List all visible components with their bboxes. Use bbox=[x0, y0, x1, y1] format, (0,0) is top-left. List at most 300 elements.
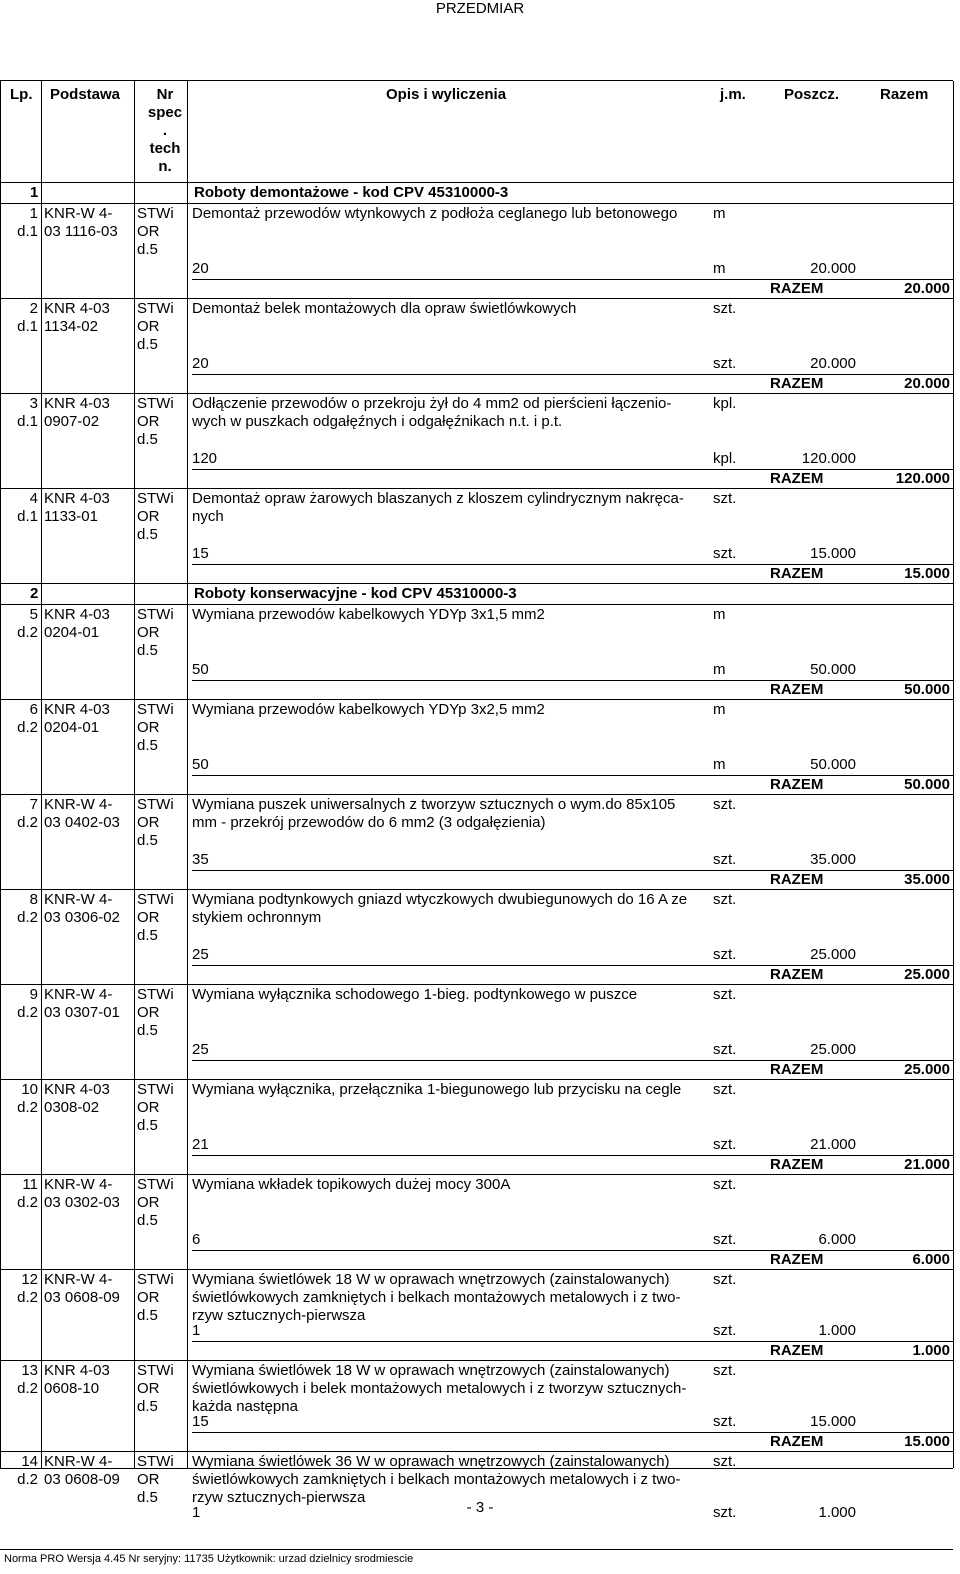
item-spec-line: d.5 bbox=[137, 336, 158, 353]
item-unit: m bbox=[713, 701, 726, 718]
item-spec-line: d.5 bbox=[137, 1212, 158, 1229]
razem-divider bbox=[192, 279, 953, 280]
header-nr-line: n. bbox=[158, 158, 172, 175]
item-lp-sub: d.2 bbox=[17, 1471, 38, 1488]
razem-total: 50.000 bbox=[904, 776, 950, 793]
item-base-line: 03 0402-03 bbox=[44, 814, 120, 831]
item-spec-line: STWi bbox=[137, 701, 174, 718]
calc-value: 15.000 bbox=[810, 1413, 856, 1430]
item-base-line: 0308-02 bbox=[44, 1099, 100, 1116]
razem-label: RAZEM bbox=[770, 375, 824, 392]
item-lp bbox=[4, 891, 38, 927]
section-number: 1 bbox=[30, 184, 39, 201]
item-description-line: Wymiana wyłącznika schodowego 1-bieg. podtynkowego w puszce bbox=[192, 986, 638, 1003]
item-base-line: KNR 4-03 bbox=[44, 490, 110, 507]
item-lp-sub: d.2 bbox=[17, 624, 38, 641]
table-row bbox=[0, 204, 953, 298]
razem-total: 20.000 bbox=[904, 375, 950, 392]
col-border-right bbox=[953, 81, 954, 1468]
razem-label: RAZEM bbox=[770, 565, 824, 582]
item-base-line: 1134-02 bbox=[44, 318, 98, 335]
item-description-line: każda następna bbox=[192, 1398, 298, 1415]
section-row bbox=[0, 183, 953, 203]
item-spec-line: STWi bbox=[137, 490, 174, 507]
item-lp-number: 3 bbox=[29, 395, 38, 412]
item-lp bbox=[4, 606, 38, 642]
item-base bbox=[44, 395, 134, 431]
item-description-line: mm - przekrój przewodów do 6 mm2 (3 odgałęzienia) bbox=[192, 814, 546, 831]
item-description-line: świetlówkowych zamkniętych i belkach montażowych metalowych i z two- bbox=[192, 1289, 681, 1306]
header-qty: Poszcz. bbox=[784, 86, 840, 103]
table-row bbox=[0, 700, 953, 794]
item-spec-line: OR bbox=[137, 814, 160, 831]
item-base-line: 0608-10 bbox=[44, 1380, 100, 1397]
item-lp-number: 5 bbox=[29, 606, 38, 623]
item-lp-sub: d.1 bbox=[17, 223, 38, 240]
item-spec-line: STWi bbox=[137, 1453, 174, 1470]
item-spec-line: d.5 bbox=[137, 737, 158, 754]
item-lp-number: 11 bbox=[22, 1176, 38, 1193]
item-description-line: rzyw sztucznych-pierwsza bbox=[192, 1489, 366, 1506]
item-lp-sub: d.2 bbox=[17, 1099, 38, 1116]
razem-total: 21.000 bbox=[904, 1156, 950, 1173]
razem-divider bbox=[192, 374, 953, 375]
razem-label: RAZEM bbox=[770, 776, 824, 793]
calc-unit: szt. bbox=[713, 851, 737, 868]
item-description-line: Wymiana przewodów kabelkowych YDYp 3x1,5 mm2 bbox=[192, 606, 545, 623]
item-lp bbox=[4, 1176, 38, 1212]
item-lp bbox=[4, 1362, 38, 1398]
calc-quantity: 120 bbox=[192, 450, 218, 467]
item-base bbox=[44, 891, 134, 927]
item-lp-number: 6 bbox=[29, 701, 38, 718]
razem-divider bbox=[192, 680, 953, 681]
razem-label: RAZEM bbox=[770, 280, 824, 297]
item-lp-sub: d.2 bbox=[17, 814, 38, 831]
item-base-line: KNR-W 4- bbox=[44, 205, 113, 222]
item-base bbox=[44, 606, 134, 642]
calc-quantity: 50 bbox=[192, 661, 209, 678]
razem-divider bbox=[192, 775, 953, 776]
item-lp bbox=[4, 490, 38, 526]
item-lp-sub: d.2 bbox=[17, 1004, 38, 1021]
calc-value: 35.000 bbox=[810, 851, 856, 868]
table-row bbox=[0, 605, 953, 699]
item-spec-line: STWi bbox=[137, 986, 174, 1003]
item-spec-line: d.5 bbox=[137, 241, 158, 258]
item-description bbox=[192, 490, 707, 526]
item-lp-sub: d.2 bbox=[17, 1380, 38, 1397]
calc-quantity: 1 bbox=[192, 1322, 201, 1339]
item-description bbox=[192, 606, 707, 624]
header-nr-spec bbox=[135, 86, 195, 176]
item-base-line: KNR 4-03 bbox=[44, 1362, 110, 1379]
item-lp-number: 4 bbox=[29, 490, 38, 507]
item-description bbox=[192, 1362, 707, 1416]
item-unit: m bbox=[713, 606, 726, 623]
table-body bbox=[0, 182, 953, 1528]
header-nr-line: tech bbox=[149, 140, 181, 157]
header-nr-line: Nr bbox=[156, 86, 174, 103]
item-spec-line: OR bbox=[137, 909, 160, 926]
calc-value: 20.000 bbox=[810, 260, 856, 277]
table-row bbox=[0, 1175, 953, 1269]
razem-label: RAZEM bbox=[770, 681, 824, 698]
item-lp-sub: d.2 bbox=[17, 719, 38, 736]
item-description-line: Wymiana podtynkowych gniazd wtyczkowych dwubiegunowych do 16 A ze bbox=[192, 891, 688, 908]
calc-value: 1.000 bbox=[818, 1504, 856, 1521]
razem-total: 35.000 bbox=[904, 871, 950, 888]
item-base-line: KNR-W 4- bbox=[44, 1271, 113, 1288]
item-lp bbox=[4, 300, 38, 336]
item-description-line: Wymiana świetlówek 18 W w oprawach wnętrzowych (zainstalowanych) bbox=[192, 1362, 670, 1379]
calc-unit: szt. bbox=[713, 355, 737, 372]
item-spec bbox=[137, 796, 197, 850]
calc-value: 15.000 bbox=[810, 545, 856, 562]
item-base bbox=[44, 701, 134, 737]
item-spec bbox=[137, 986, 197, 1040]
item-lp bbox=[4, 796, 38, 832]
calc-value: 6.000 bbox=[818, 1231, 856, 1248]
calc-unit: szt. bbox=[713, 1231, 737, 1248]
item-description-line: Odłączenie przewodów o przekroju żył do 4 mm2 od pierścieni łączenio- bbox=[192, 395, 672, 412]
item-unit: kpl. bbox=[713, 395, 737, 412]
item-spec-line: OR bbox=[137, 1004, 160, 1021]
item-base-line: 0204-01 bbox=[44, 719, 100, 736]
table-row bbox=[0, 299, 953, 393]
calc-unit: szt. bbox=[713, 1041, 737, 1058]
item-spec-line: STWi bbox=[137, 395, 174, 412]
item-description bbox=[192, 300, 707, 318]
razem-divider bbox=[192, 870, 953, 871]
item-description-line: Wymiana wyłącznika, przełącznika 1-biegunowego lub przycisku na cegle bbox=[192, 1081, 682, 1098]
item-spec bbox=[137, 1176, 197, 1230]
calc-quantity: 35 bbox=[192, 851, 209, 868]
item-spec bbox=[137, 1362, 197, 1416]
header-total: Razem bbox=[880, 86, 929, 103]
item-spec bbox=[137, 395, 197, 449]
razem-divider bbox=[192, 469, 953, 470]
razem-label: RAZEM bbox=[770, 871, 824, 888]
item-lp bbox=[4, 395, 38, 431]
item-unit: szt. bbox=[713, 1081, 737, 1098]
item-unit: szt. bbox=[713, 1453, 737, 1470]
item-unit: szt. bbox=[713, 300, 737, 317]
item-description bbox=[192, 395, 707, 431]
item-unit: m bbox=[713, 205, 726, 222]
header-base: Podstawa bbox=[50, 86, 121, 103]
item-description bbox=[192, 986, 707, 1004]
item-lp-number: 14 bbox=[21, 1453, 38, 1470]
item-description-line: Demontaż belek montażowych dla opraw świetlówkowych bbox=[192, 300, 577, 317]
item-base-line: KNR 4-03 bbox=[44, 701, 110, 718]
calc-unit: szt. bbox=[713, 1413, 737, 1430]
item-description bbox=[192, 796, 707, 832]
item-base-line: KNR-W 4- bbox=[44, 986, 113, 1003]
calc-unit: szt. bbox=[713, 1136, 737, 1153]
estimate-table bbox=[0, 80, 953, 1521]
calc-unit: m bbox=[713, 661, 726, 678]
item-spec-line: STWi bbox=[137, 796, 174, 813]
item-spec bbox=[137, 300, 197, 354]
calc-quantity: 1 bbox=[192, 1504, 201, 1521]
table-row bbox=[0, 1080, 953, 1174]
item-base bbox=[44, 1271, 134, 1307]
document-title: PRZEDMIAR bbox=[435, 0, 525, 17]
item-base bbox=[44, 1362, 134, 1398]
item-unit: szt. bbox=[713, 490, 737, 507]
razem-total: 25.000 bbox=[904, 966, 950, 983]
item-lp-number: 8 bbox=[29, 891, 38, 908]
calc-value: 50.000 bbox=[810, 756, 856, 773]
item-spec-line: d.5 bbox=[137, 431, 158, 448]
calc-quantity: 25 bbox=[192, 1041, 209, 1058]
item-spec-line: OR bbox=[137, 719, 160, 736]
item-spec-line: OR bbox=[137, 508, 160, 525]
table-row bbox=[0, 1452, 953, 1528]
header-lp: Lp. bbox=[10, 86, 33, 103]
razem-total: 25.000 bbox=[904, 1061, 950, 1078]
item-lp bbox=[4, 1453, 38, 1489]
item-spec bbox=[137, 701, 197, 755]
item-spec bbox=[137, 1271, 197, 1325]
item-lp bbox=[4, 701, 38, 737]
item-spec-line: d.5 bbox=[137, 832, 158, 849]
razem-label: RAZEM bbox=[770, 470, 824, 487]
software-footer: Norma PRO Wersja 4.45 Nr seryjny: 11735 Użytkownik: urzad dzielnicy srodmiescie bbox=[4, 1553, 414, 1565]
item-description bbox=[192, 205, 707, 223]
calc-value: 50.000 bbox=[810, 661, 856, 678]
razem-label: RAZEM bbox=[770, 966, 824, 983]
razem-total: 1.000 bbox=[912, 1342, 950, 1359]
calc-unit: m bbox=[713, 260, 726, 277]
item-lp bbox=[4, 986, 38, 1022]
item-spec-line: STWi bbox=[137, 891, 174, 908]
calc-quantity: 20 bbox=[192, 260, 209, 277]
item-description bbox=[192, 891, 707, 927]
item-lp-number: 1 bbox=[29, 205, 38, 222]
razem-divider bbox=[192, 965, 953, 966]
item-lp-sub: d.2 bbox=[17, 1194, 38, 1211]
item-unit: szt. bbox=[713, 891, 737, 908]
razem-divider bbox=[192, 1060, 953, 1061]
calc-quantity: 20 bbox=[192, 355, 209, 372]
item-base-line: 0204-01 bbox=[44, 624, 100, 641]
item-lp-sub: d.1 bbox=[17, 413, 38, 430]
item-spec-line: d.5 bbox=[137, 1117, 158, 1134]
razem-label: RAZEM bbox=[770, 1156, 824, 1173]
item-base-line: KNR-W 4- bbox=[44, 796, 113, 813]
item-spec-line: d.5 bbox=[137, 1307, 158, 1324]
calc-unit: szt. bbox=[713, 1322, 737, 1339]
razem-total: 120.000 bbox=[895, 470, 950, 487]
table-row bbox=[0, 795, 953, 889]
header-desc: Opis i wyliczenia bbox=[386, 86, 507, 103]
item-lp-sub: d.2 bbox=[17, 1289, 38, 1306]
item-description bbox=[192, 701, 707, 719]
item-spec-line: STWi bbox=[137, 300, 174, 317]
razem-total: 15.000 bbox=[904, 565, 950, 582]
razem-label: RAZEM bbox=[770, 1061, 824, 1078]
item-description-line: wych w puszkach odgałęźnych i odgałęźnikach n.t. i p.t. bbox=[192, 413, 563, 430]
razem-total: 20.000 bbox=[904, 280, 950, 297]
item-spec-line: OR bbox=[137, 223, 160, 240]
item-spec-line: OR bbox=[137, 1289, 160, 1306]
razem-divider bbox=[192, 1432, 953, 1433]
calc-unit: kpl. bbox=[713, 450, 737, 467]
item-spec-line: STWi bbox=[137, 1176, 174, 1193]
item-lp bbox=[4, 1081, 38, 1117]
item-description-line: Wymiana puszek uniwersalnych z tworzyw sztucznych o wym.do 85x105 bbox=[192, 796, 676, 813]
item-description bbox=[192, 1271, 707, 1325]
item-unit: szt. bbox=[713, 1176, 737, 1193]
razem-label: RAZEM bbox=[770, 1433, 824, 1450]
item-description-line: świetlówkowych zamkniętych i belkach montażowych metalowych i z two- bbox=[192, 1471, 681, 1488]
item-base-line: KNR 4-03 bbox=[44, 300, 110, 317]
section-title: Roboty konserwacyjne - kod CPV 45310000-3 bbox=[194, 585, 517, 602]
table-row bbox=[0, 394, 953, 488]
razem-label: RAZEM bbox=[770, 1251, 824, 1268]
item-base-line: KNR 4-03 bbox=[44, 606, 110, 623]
item-description-line: Demontaż przewodów wtynkowych z podłoża ceglanego lub betonowego bbox=[192, 205, 678, 222]
table-row bbox=[0, 489, 953, 583]
calc-value: 1.000 bbox=[818, 1322, 856, 1339]
calc-value: 25.000 bbox=[810, 946, 856, 963]
section-number: 2 bbox=[30, 585, 39, 602]
item-base-line: 03 0608-09 bbox=[44, 1289, 120, 1306]
item-lp-number: 7 bbox=[29, 796, 38, 813]
item-spec-line: d.5 bbox=[137, 1022, 158, 1039]
item-base bbox=[44, 300, 134, 336]
item-spec-line: STWi bbox=[137, 1271, 174, 1288]
item-spec bbox=[137, 891, 197, 945]
calc-quantity: 15 bbox=[192, 545, 209, 562]
item-base bbox=[44, 796, 134, 832]
item-unit: szt. bbox=[713, 796, 737, 813]
calc-unit: szt. bbox=[713, 946, 737, 963]
item-base-line: KNR 4-03 bbox=[44, 395, 110, 412]
calc-quantity: 25 bbox=[192, 946, 209, 963]
item-base bbox=[44, 1081, 134, 1117]
item-spec-line: d.5 bbox=[137, 1398, 158, 1415]
item-description-line: Wymiana przewodów kabelkowych YDYp 3x2,5 mm2 bbox=[192, 701, 545, 718]
section-title: Roboty demontażowe - kod CPV 45310000-3 bbox=[194, 184, 509, 201]
item-lp-number: 2 bbox=[29, 300, 38, 317]
item-base bbox=[44, 205, 134, 241]
razem-total: 50.000 bbox=[904, 681, 950, 698]
item-spec-line: d.5 bbox=[137, 526, 158, 543]
item-base bbox=[44, 490, 134, 526]
calc-quantity: 21 bbox=[192, 1136, 209, 1153]
razem-divider bbox=[192, 1250, 953, 1251]
razem-total: 15.000 bbox=[904, 1433, 950, 1450]
item-base-line: KNR-W 4- bbox=[44, 1453, 113, 1470]
item-unit: szt. bbox=[713, 1362, 737, 1379]
table-row bbox=[0, 1361, 953, 1451]
item-spec-line: d.5 bbox=[137, 927, 158, 944]
item-spec-line: STWi bbox=[137, 205, 174, 222]
calc-unit: szt. bbox=[713, 1504, 737, 1521]
item-spec bbox=[137, 205, 197, 259]
item-unit: szt. bbox=[713, 986, 737, 1003]
item-lp-number: 12 bbox=[21, 1271, 38, 1288]
item-lp bbox=[4, 205, 38, 241]
calc-unit: m bbox=[713, 756, 726, 773]
item-description-line: Wymiana świetlówek 36 W w oprawach wnętrzowych (zainstalowanych) bbox=[192, 1453, 670, 1470]
item-description bbox=[192, 1176, 707, 1194]
table-row bbox=[0, 1270, 953, 1360]
item-lp bbox=[4, 1271, 38, 1307]
item-description-line: rzyw sztucznych-pierwsza bbox=[192, 1307, 366, 1324]
item-spec bbox=[137, 490, 197, 544]
item-spec-line: OR bbox=[137, 413, 160, 430]
header-nr-line: . bbox=[162, 122, 168, 139]
item-spec bbox=[137, 606, 197, 660]
table-row bbox=[0, 890, 953, 984]
item-lp-sub: d.1 bbox=[17, 318, 38, 335]
item-spec-line: OR bbox=[137, 624, 160, 641]
item-base-line: 03 0608-09 bbox=[44, 1471, 120, 1488]
item-base bbox=[44, 1453, 134, 1489]
item-base-line: 1133-01 bbox=[44, 508, 98, 525]
calc-quantity: 50 bbox=[192, 756, 209, 773]
item-spec-line: OR bbox=[137, 318, 160, 335]
item-lp-number: 10 bbox=[21, 1081, 38, 1098]
razem-label: RAZEM bbox=[770, 1342, 824, 1359]
calc-value: 25.000 bbox=[810, 1041, 856, 1058]
header-unit: j.m. bbox=[720, 86, 746, 103]
item-lp-sub: d.1 bbox=[17, 508, 38, 525]
item-description-line: Wymiana wkładek topikowych dużej mocy 300A bbox=[192, 1176, 511, 1193]
item-lp-number: 9 bbox=[29, 986, 38, 1003]
page-number: - 3 - bbox=[466, 1499, 494, 1516]
item-base-line: 0907-02 bbox=[44, 413, 100, 430]
calc-quantity: 15 bbox=[192, 1413, 209, 1430]
razem-divider bbox=[192, 1341, 953, 1342]
item-unit: szt. bbox=[713, 1271, 737, 1288]
section-row bbox=[0, 584, 953, 604]
item-base-line: KNR-W 4- bbox=[44, 1176, 113, 1193]
item-base-line: KNR-W 4- bbox=[44, 891, 113, 908]
calc-quantity: 6 bbox=[192, 1231, 201, 1248]
item-description-line: Wymiana świetlówek 18 W w oprawach wnętrzowych (zainstalowanych) bbox=[192, 1271, 670, 1288]
header-nr-line: spec bbox=[147, 104, 183, 121]
item-base bbox=[44, 1176, 134, 1212]
item-spec-line: OR bbox=[137, 1194, 160, 1211]
item-description-line: stykiem ochronnym bbox=[192, 909, 322, 926]
item-spec-line: OR bbox=[137, 1471, 160, 1488]
item-spec-line: STWi bbox=[137, 1362, 174, 1379]
item-spec-line: OR bbox=[137, 1099, 160, 1116]
razem-total: 6.000 bbox=[912, 1251, 950, 1268]
item-description-line: świetlówkowych i belek montażowych metalowych i z tworzyw sztucznych- bbox=[192, 1380, 687, 1397]
item-lp-sub: d.2 bbox=[17, 909, 38, 926]
calc-value: 20.000 bbox=[810, 355, 856, 372]
item-base-line: 03 0307-01 bbox=[44, 1004, 120, 1021]
item-base bbox=[44, 986, 134, 1022]
item-spec-line: STWi bbox=[137, 606, 174, 623]
item-description-line: nych bbox=[192, 508, 224, 525]
item-base-line: 03 0306-02 bbox=[44, 909, 120, 926]
calc-value: 120.000 bbox=[801, 450, 856, 467]
item-spec-line: STWi bbox=[137, 1081, 174, 1098]
item-spec bbox=[137, 1081, 197, 1135]
table-row bbox=[0, 985, 953, 1079]
item-description-line: Demontaż opraw żarowych blaszanych z kloszem cylindrycznym nakręca- bbox=[192, 490, 684, 507]
calc-unit: szt. bbox=[713, 545, 737, 562]
item-base-line: 03 1116-03 bbox=[44, 223, 118, 240]
item-lp-number: 13 bbox=[21, 1362, 38, 1379]
